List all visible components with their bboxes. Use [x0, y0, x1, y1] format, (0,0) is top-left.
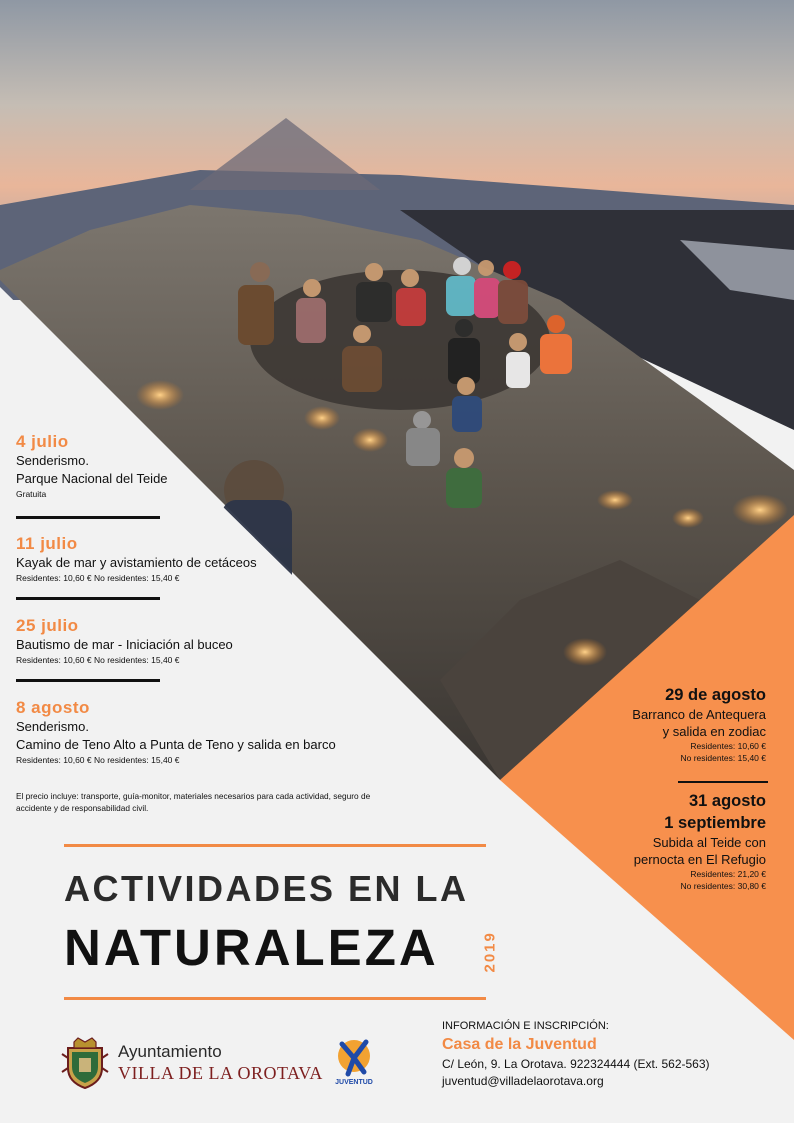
event-price-residents: Residentes: 21,20 €: [690, 869, 766, 879]
info-email[interactable]: juventud@villadelaorotava.org: [442, 1074, 604, 1088]
event-11-julio: [16, 534, 396, 584]
event-activity: Barranco de Antequera: [632, 707, 766, 722]
event-date: 11 julio: [16, 534, 78, 553]
event-activity: Senderismo.: [16, 719, 89, 734]
event-date: 8 agosto: [16, 698, 90, 717]
event-price-nonresidents: No residentes: 30,80 €: [680, 881, 766, 891]
event-date: 25 julio: [16, 616, 79, 635]
event-price-residents: Residentes: 10,60 €: [690, 741, 766, 751]
event-25-julio: [16, 616, 396, 666]
title-year: 2019: [481, 931, 499, 973]
event-activity: Subida al Teide con: [652, 835, 766, 850]
event-activity: Bautismo de mar - Iniciación al buceo: [16, 637, 233, 652]
event-price: Residentes: 10,60 € No residentes: 15,40 €: [16, 655, 180, 665]
info-place: Casa de la Juventud: [442, 1036, 597, 1053]
page-title-line2: NATURALEZA: [64, 919, 439, 976]
info-address: C/ León, 9. La Orotava. 922324444 (Ext. 562-563): [442, 1057, 710, 1071]
info-heading: INFORMACIÓN E INSCRIPCIÓN:: [442, 1020, 609, 1032]
event-activity-2: pernocta en El Refugio: [633, 852, 766, 867]
title-rule-top: [64, 844, 486, 847]
sponsor-ayuntamiento: [118, 1042, 323, 1084]
event-date: 29 de agosto: [665, 686, 766, 704]
event-price: Residentes: 10,60 € No residentes: 15,40 €: [16, 755, 180, 765]
event-place: Parque Nacional del Teide: [16, 471, 168, 486]
event-29-agosto: [632, 684, 766, 764]
event-divider: [16, 679, 160, 682]
sponsor-line2: VILLA DE LA OROTAVA: [118, 1063, 323, 1083]
juventud-logo-text: JUVENTUD: [335, 1079, 373, 1086]
event-price: Gratuita: [16, 489, 47, 499]
event-8-agosto: [16, 698, 396, 766]
event-divider: [16, 597, 160, 600]
event-price-nonresidents: No residentes: 15,40 €: [680, 753, 766, 763]
event-date: 4 julio: [16, 432, 69, 451]
event-divider: [678, 781, 768, 783]
title-rule-bottom: [64, 997, 486, 1000]
event-activity: Kayak de mar y avistamiento de cetáceos: [16, 555, 257, 570]
price-note: El precio incluye: transporte, guía-monitor, materiales necesarios para cada actividad, seguro de accidente y de responsabilidad civil.: [16, 791, 371, 813]
event-31-agosto: [634, 790, 766, 892]
event-price: Residentes: 10,60 € No residentes: 15,40 €: [16, 573, 180, 583]
info-block: [442, 1018, 710, 1090]
coat-of-arms-logo: [58, 1036, 112, 1090]
event-activity: Senderismo.: [16, 453, 89, 468]
sponsor-line1: Ayuntamiento: [118, 1042, 222, 1061]
event-date: 31 agosto: [688, 792, 766, 810]
juventud-logo: [328, 1034, 380, 1090]
event-route: Camino de Teno Alto a Punta de Teno y salida en barco: [16, 737, 336, 752]
event-4-julio: [16, 432, 396, 500]
event-date-2: 1 septiembre: [664, 814, 766, 832]
page-title-line1: ACTIVIDADES EN LA: [64, 868, 469, 909]
event-activity-2: y salida en zodiac: [662, 724, 766, 739]
event-divider: [16, 516, 160, 519]
